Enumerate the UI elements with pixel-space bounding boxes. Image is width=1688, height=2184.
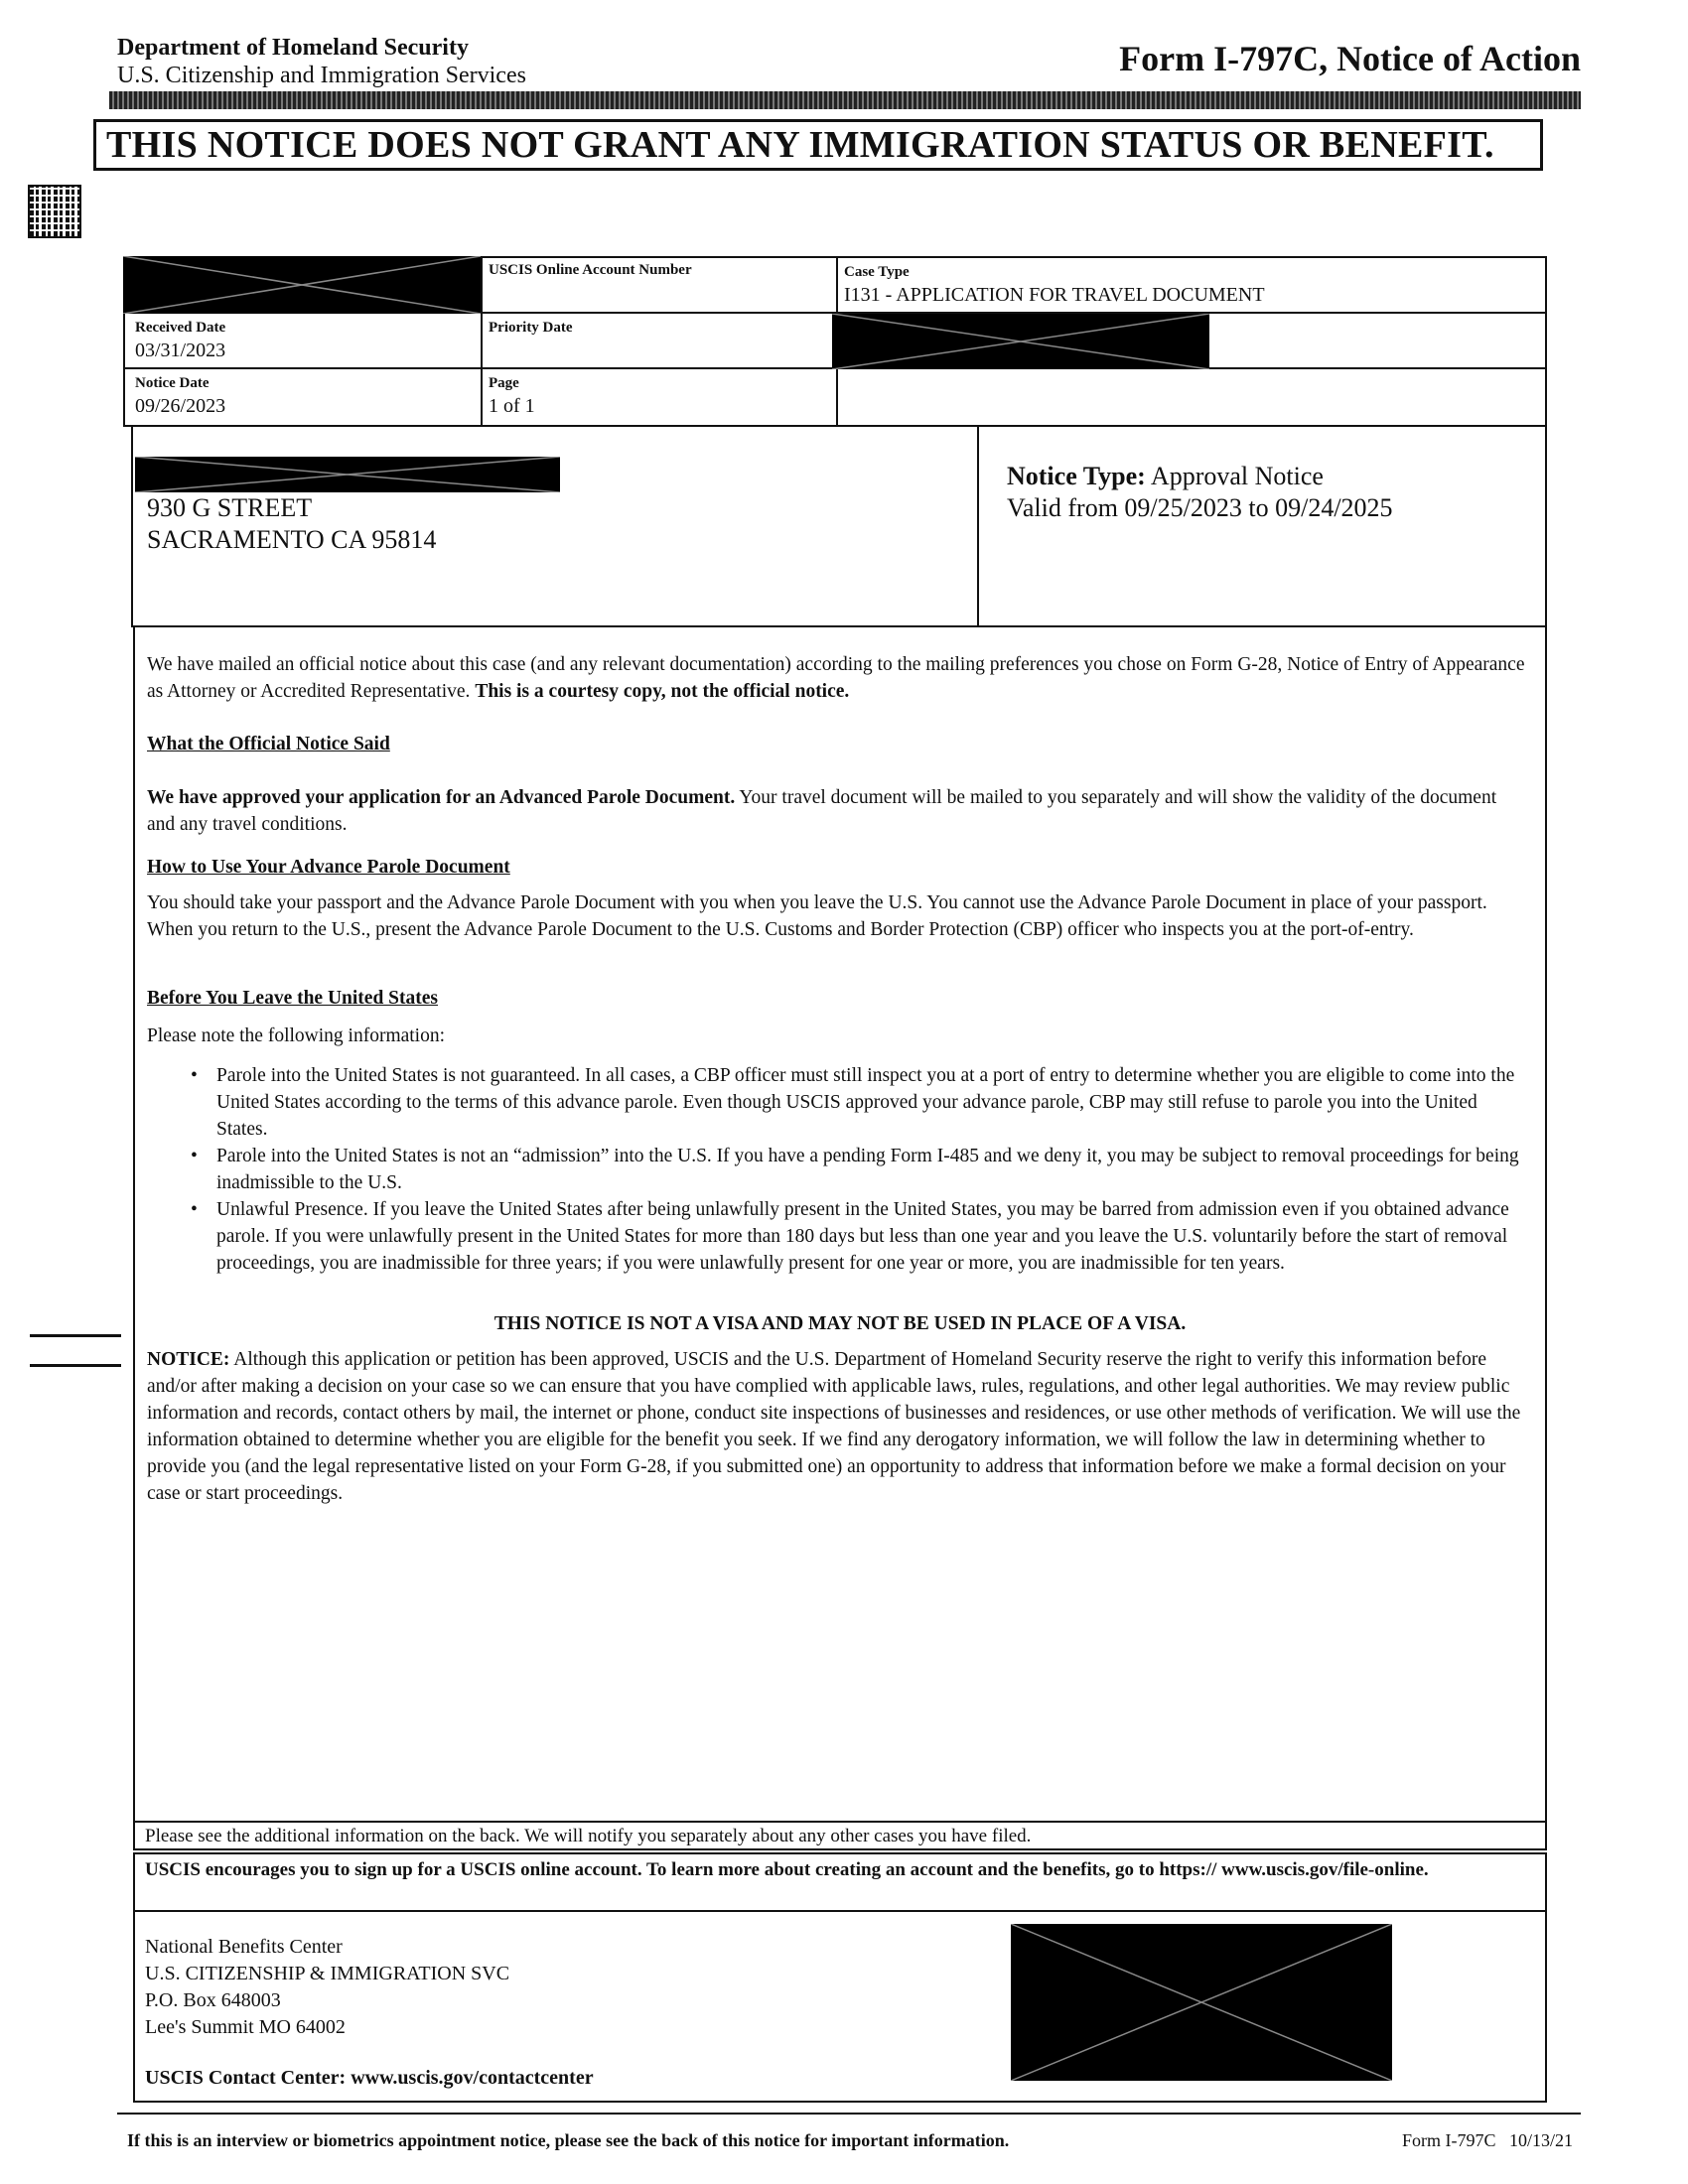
approval-details: Your travel document will be mailed to you separately and will show the validity of the document and any travel conditions. [147,787,1497,835]
agency-header [117,34,526,89]
intro-paragraph [147,651,1529,705]
case-type-label: Case Type [844,264,910,280]
address-notice-box [131,427,1547,627]
please-note-text: Please note the following information: [147,1025,446,1046]
footer-rule [117,2113,1581,2115]
not-a-visa-warning: THIS NOTICE IS NOT A VISA AND MAY NOT BE USED IN PLACE OF A VISA. [493,1313,1187,1334]
contact-center-link[interactable]: USCIS Contact Center: www.uscis.gov/contactcenter [145,2067,594,2089]
agency-name: U.S. Citizenship and Immigration Services [117,63,526,88]
notice-paragraph [147,1346,1537,1507]
case-type-value: I131 - APPLICATION FOR TRAVEL DOCUMENT [844,284,1265,306]
form-title: Form I-797C, Notice of Action [1119,39,1581,78]
courtesy-copy-note: This is a courtesy copy, not the official notice. [475,681,850,702]
heading-before-leave: Before You Leave the United States [147,988,439,1009]
travel-warnings-list [216,1062,1531,1277]
received-date-value: 03/31/2023 [135,340,226,361]
form-edition: Form I-797C 10/13/21 [1401,2130,1573,2150]
notice-text: Although this application or petition has been approved, USCIS and the U.S. Department of Homeland Security reserve the right to verify this information before and/or after making a decision on your case so we can ensure that you have complied with applicable laws, rules, regulations, and other legal authorities. We may review public information and records, contact others by mail, the internet or phone, conduct site inspections of businesses and residences, or use other methods of verification. We will use the information obtained to determine whether you are eligible for the benefit you seek. If we find any derogatory information, we will follow the law in determining whether to provide you (and the legal representative listed on your Form G-28, if you submitted one) an opportunity to address that information before we make a formal decision on your case or start proceedings. [147,1349,1521,1504]
service-center-address [145,1934,509,2041]
notice-date-label: Notice Date [135,375,210,391]
mailing-address [147,492,436,556]
received-date-label: Received Date [135,320,226,336]
center-name: National Benefits Center [145,1936,343,1958]
notice-date-value: 09/26/2023 [135,395,226,417]
center-line-4: Lee's Summit MO 64002 [145,2016,346,2038]
heading-how-to-use: How to Use Your Advance Parole Document [147,857,510,878]
heading-official-notice: What the Official Notice Said [147,734,390,754]
header-rule [109,91,1581,109]
intro-text: We have mailed an official notice about this case (and any relevant documentation) according to the mailing preferences you chose on Form G-28, Notice of Entry of Appearance as Attorney or Accredited Representative. [147,654,1525,702]
redacted-signature [1011,1924,1392,2081]
notice-type-block [1007,461,1393,524]
notice-body-box [133,627,1547,1831]
validity-period: Valid from 09/25/2023 to 09/24/2025 [1007,493,1393,522]
case-info-grid [123,256,1547,427]
address-line-1: 930 G STREET [147,493,313,522]
department-name: Department of Homeland Security [117,35,469,61]
list-item: • Parole into the United States is not guaranteed. In all cases, a CBP officer must still inspect you at a port of entry to determine whether you are eligible to come into the United States according to the terms of this advance parole. Even though USCIS approved your advance parole, CBP may still refuse to parole you into the United States. [216,1062,1531,1143]
how-to-use-paragraph: You should take your passport and the Advance Parole Document with you when you leave the U.S. You cannot use the Advance Parole Document in place of your passport. When you return to the U.S., present the Advance Parole Document to the U.S. Customs and Border Protection (CBP) officer who inspects you at the port-of-entry. [147,892,1487,940]
margin-mark [30,1364,121,1367]
service-center-box [133,1912,1547,2103]
margin-mark [30,1334,121,1337]
center-line-2: U.S. CITIZENSHIP & IMMIGRATION SVC [145,1963,510,1984]
page-label: Page [489,375,519,391]
redacted-name [135,457,560,492]
footer-instructions: If this is an interview or biometrics appointment notice, please see the back of this notice for important information. [127,2130,1010,2150]
online-account-box [133,1852,1547,1912]
address-line-2: SACRAMENTO CA 95814 [147,525,437,554]
online-account-promo: USCIS encourages you to sign up for a USCIS online account. To learn more about creating an account and the benefits, go to https:// www.uscis.gov/file-online. [145,1859,1429,1880]
center-line-3: P.O. Box 648003 [145,1989,281,2011]
list-item: • Unlawful Presence. If you leave the United States after being unlawfully present in the United States, you may be barred from admission even if you obtained advance parole. If you were unlawfully present in the United States for more than 180 days but less than one year and you leave the U.S. voluntarily before the start of removal proceedings, you are inadmissible for three years; if you were unlawfully present for one year or more, you are inadmissible for ten years. [216,1196,1531,1277]
notice-label: NOTICE: [147,1349,230,1370]
page-value: 1 of 1 [489,395,535,417]
approval-statement: We have approved your application for an Advanced Parole Document. [147,787,736,808]
additional-info-text: Please see the additional information on the back. We will notify you separately about any other cases you have filed. [145,1826,1032,1846]
redacted-field [832,314,1209,369]
barcode-icon [28,185,81,238]
additional-info-box [133,1821,1547,1850]
list-item: • Parole into the United States is not an “admission” into the U.S. If you have a pending Form I-485 and we deny it, you may be subject to removal proceedings for being inadmissible to the U.S. [216,1143,1531,1196]
approval-paragraph [147,784,1529,838]
redacted-receipt-number [123,256,481,314]
warning-banner: THIS NOTICE DOES NOT GRANT ANY IMMIGRATION STATUS OR BENEFIT. [93,119,1543,171]
notice-type-value: Approval Notice [1150,462,1324,490]
online-account-label: USCIS Online Account Number [489,262,692,278]
notice-type-label: Notice Type: [1007,462,1146,490]
priority-date-label: Priority Date [489,320,573,336]
